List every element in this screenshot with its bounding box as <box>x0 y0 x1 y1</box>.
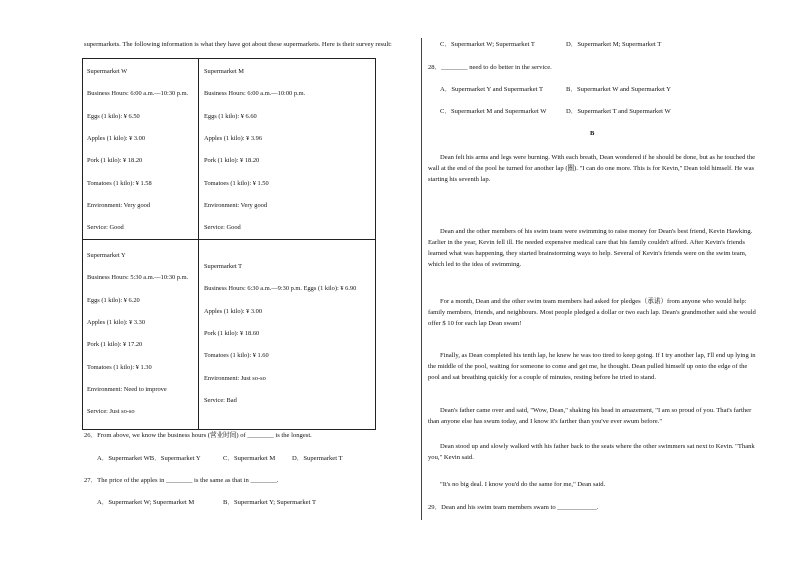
section-b-heading: B <box>590 130 595 137</box>
question-28-option-a[interactable]: A．Supermarket Y and Supermarket T <box>440 86 544 93</box>
table-cell-y-environment: Environment: Need to improve <box>87 386 167 393</box>
table-cell-t-hours-eggs: Business Hours: 6:30 a.m.—9:30 p.m. Eggs (1 kilo): ¥ 6.90 <box>204 285 357 292</box>
question-26-stem: 26．From above, we know the business hours (营业时间) of ________ is the longest. <box>84 432 312 439</box>
table-cell-w-service: Service: Good <box>87 224 124 231</box>
passage-paragraph-2: Dean and the other members of his swim team were swimming to raise money for Dean's best friend, Kevin Hawking. Earlier in the year, Kevin fell ill. He needed expensive medical care that his family couldn't afford. After Kevin's friends learned what was happening, they started brainstorming ways to help. Several of Kevin's friends were on the swim team, which led to the idea of swimming. <box>428 228 753 268</box>
table-cell-y-eggs: Eggs (1 kilo): ¥ 6.20 <box>87 297 140 304</box>
passage-paragraph-6: Dean stood up and slowly walked with his father back to the seats where the other swimmers sat next to Kevin. "Thank you," Kevin said. <box>428 443 755 461</box>
table-cell-m-hours: Business Hours: 6:00 a.m.—10:00 p.m. <box>204 90 306 97</box>
passage-paragraph-3: For a month, Dean and the other swim team members had asked for pledges（承诺）from anyone who would help: family members, friends, and neighbours. Most people pledged a dollar or two each lap. Dean's grandmother said she would offer $ 10 for each lap Dean swam! <box>428 298 756 327</box>
passage-paragraph-1: Dean felt his arms and legs were burning. With each breath, Dean wondered if he should be done, but as he touched the wall at the end of the pool he turned for another lap (圈). "I can do one more. This is for Kevin," Dean told himself. He was starting his seventh lap. <box>428 154 756 183</box>
question-27-option-b[interactable]: B．Supermarket Y; Supermarket T <box>223 499 316 506</box>
table-cell-w-environment: Environment: Very good <box>87 202 151 209</box>
table-cell-w-apples: Apples (1 kilo): ¥ 3.00 <box>87 135 146 142</box>
table-cell-y-service: Service: Just so-so <box>87 408 135 415</box>
question-28-option-d[interactable]: D．Supermarket T and Supermarket W <box>566 108 671 115</box>
question-27-option-a[interactable]: A．Supermarket W; Supermarket M <box>97 499 195 506</box>
survey-table <box>82 58 376 430</box>
question-29-stem: 29．Dean and his swim team members swam to ____________. <box>428 504 599 511</box>
table-cell-m-service: Service: Good <box>204 224 241 231</box>
question-28-stem: 28．________ need to do better in the service. <box>428 64 552 71</box>
table-cell-m-eggs: Eggs (1 kilo): ¥ 6.60 <box>204 113 257 120</box>
passage-paragraph-4: Finally, as Dean completed his tenth lap, he knew he was too tired to keep going. If I try another lap, I'll end up lying in the middle of the pool, waiting for someone to come and get me, he thought. Dean pulled himself up onto the edge of the pool and sat breathing quickly for a couple of minutes, resting before he tried to stand. <box>428 352 756 381</box>
table-cell-y-name: Supermarket Y <box>87 252 126 259</box>
table-vertical-divider <box>198 59 199 429</box>
question-28-option-b[interactable]: B．Supermarket W and Supermarket Y <box>566 86 671 93</box>
table-cell-t-tomatoes: Tomatoes (1 kilo): ¥ 1.60 <box>204 352 269 359</box>
passage-paragraph-5: Dean's father came over and said, "Wow, Dean," shaking his head in amazement, "I am so proud of you. That's farther than anyone else has swum today, and I know it's farther than you've ever swum before." <box>428 407 752 425</box>
table-cell-w-hours: Business Hours: 6:00 a.m.—10:30 p.m. <box>87 90 189 97</box>
table-cell-t-service: Service: Bad <box>204 397 237 404</box>
table-cell-m-apples: Apples (1 kilo): ¥ 3.96 <box>204 135 263 142</box>
table-cell-t-pork: Pork (1 kilo): ¥ 18.60 <box>204 330 260 337</box>
question-26-option-c[interactable]: C．Supermarket M <box>223 455 276 462</box>
question-27-option-d[interactable]: D．Supermarket M; Supermarket T <box>566 41 662 48</box>
table-cell-w-name: Supermarket W <box>87 68 128 75</box>
passage-paragraph-7: "It's no big deal. I know you'd do the same for me," Dean said. <box>440 481 606 488</box>
table-cell-t-environment: Environment: Just so-so <box>204 375 266 382</box>
table-cell-w-eggs: Eggs (1 kilo): ¥ 6.50 <box>87 113 140 120</box>
column-divider <box>421 38 422 520</box>
table-cell-y-apples: Apples (1 kilo): ¥ 3.30 <box>87 319 146 326</box>
table-horizontal-divider <box>83 239 375 240</box>
table-cell-m-pork: Pork (1 kilo): ¥ 18.20 <box>204 157 260 164</box>
table-cell-m-tomatoes: Tomatoes (1 kilo): ¥ 1.50 <box>204 180 269 187</box>
intro-text: supermarkets. The following information is what they have got about these supermarkets. Here is their survey result: <box>84 41 392 48</box>
table-cell-y-hours: Business Hours: 5:30 a.m.—10:30 p.m. <box>87 274 189 281</box>
table-cell-m-name: Supermarket M <box>204 68 244 75</box>
table-cell-t-apples: Apples (1 kilo): ¥ 3.00 <box>204 308 263 315</box>
question-28-option-c[interactable]: C．Supermarket M and Supermarket W <box>440 108 547 115</box>
question-26-option-ab[interactable]: A．Supermarket WB．Supermarket Y <box>97 455 201 462</box>
table-cell-w-pork: Pork (1 kilo): ¥ 18.20 <box>87 157 143 164</box>
table-cell-m-environment: Environment: Very good <box>204 202 268 209</box>
question-27-option-c[interactable]: C．Supermarket W; Supermarket T <box>440 41 535 48</box>
table-cell-y-pork: Pork (1 kilo): ¥ 17.20 <box>87 341 143 348</box>
table-cell-t-name: Supermarket T <box>204 263 243 270</box>
table-cell-w-tomatoes: Tomatoes (1 kilo): ¥ 1.58 <box>87 180 152 187</box>
question-27-stem: 27．The price of the apples in ________ is the same as that in ________. <box>84 477 279 484</box>
table-cell-y-tomatoes: Tomatoes (1 kilo): ¥ 1.30 <box>87 364 152 371</box>
question-26-option-d[interactable]: D．Supermarket T <box>292 455 343 462</box>
